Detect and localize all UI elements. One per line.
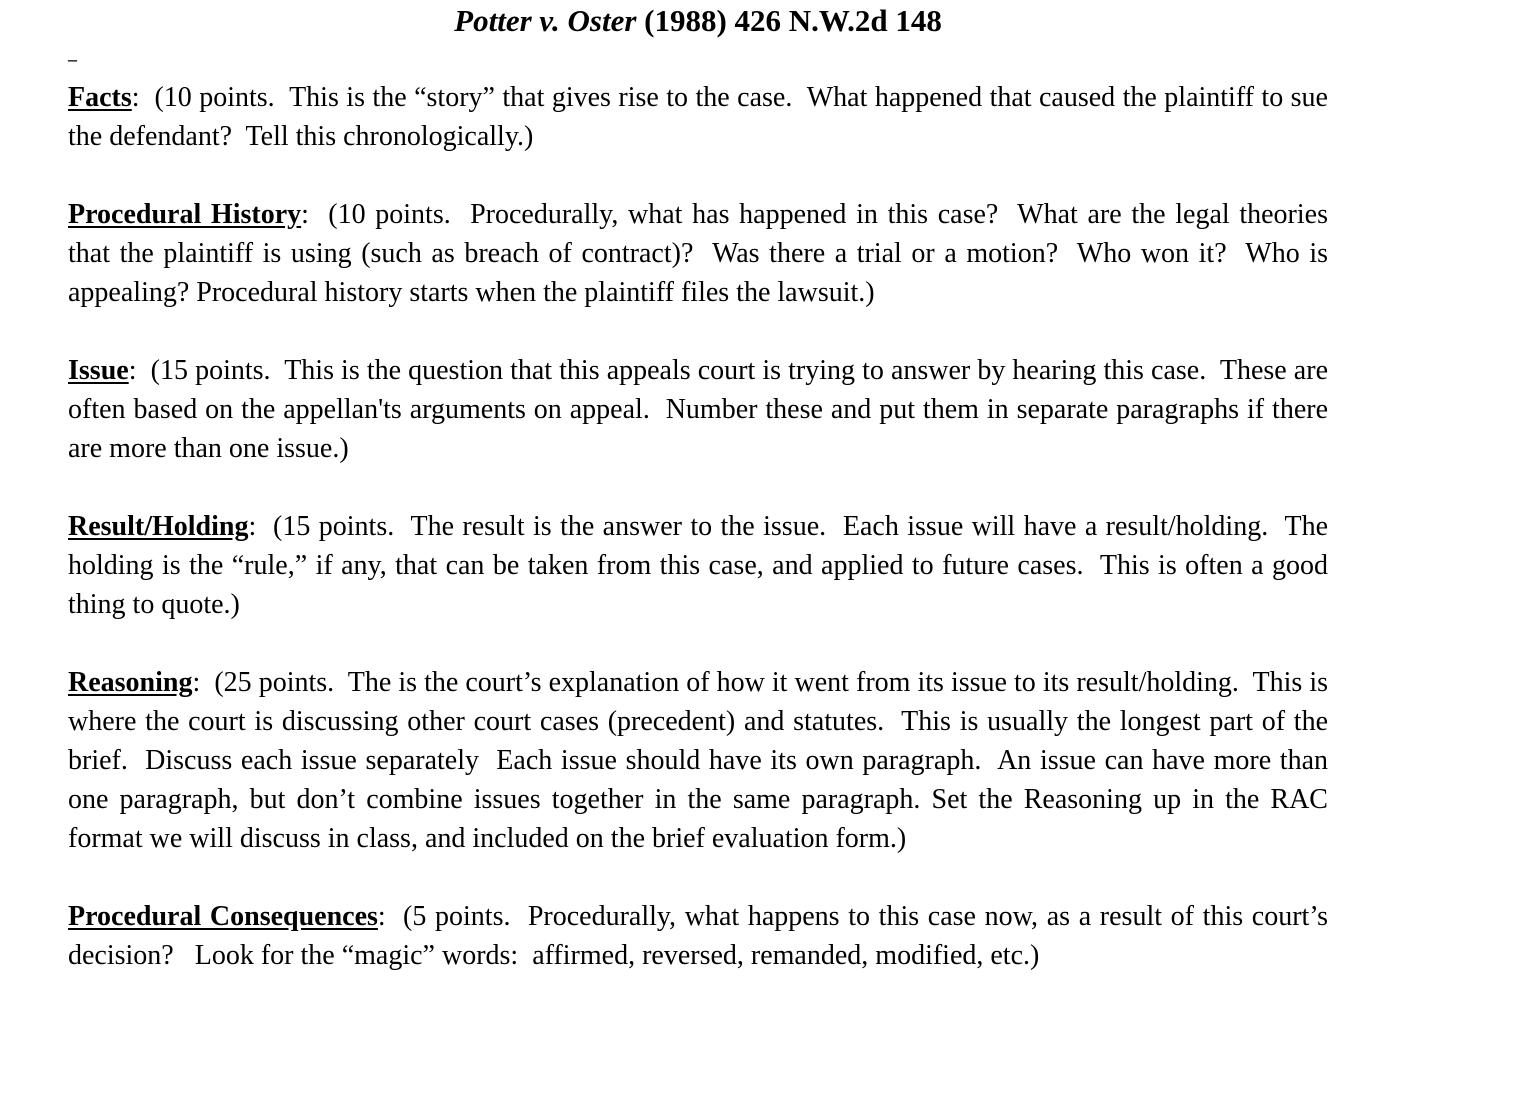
- section-facts: [68, 78, 1328, 156]
- section-body-reasoning: : (25 points. The is the court’s explanation of how it went from its issue to its result/holding. This is where the court is discussing other court cases (precedent) and statutes. This is usually the longest part of the brief. Discuss each issue separately Each issue should have its own paragraph. An issue can have more than one paragraph, but don’t combine issues together in the same paragraph. Set the Reasoning up in the RAC format we will discuss in class, and included on the brief evaluation form.): [68, 667, 1328, 854]
- section-result-holding: [68, 507, 1328, 624]
- section-heading-procedural-consequences: Procedural Consequences: [68, 901, 378, 932]
- section-body-result-holding: : (15 points. The result is the answer to the issue. Each issue will have a result/holding. The holding is the “rule,” if any, that can be taken from this case, and applied to future cases. This is often a good thing to quote.): [68, 511, 1328, 620]
- section-body-procedural-history: : (10 points. Procedurally, what has happened in this case? What are the legal theories that the plaintiff is using (such as breach of contract)? Was there a trial or a motion? Who won it? Who is appealing? Procedural history starts when the plaintiff files the lawsuit.): [68, 199, 1328, 308]
- case-name: Potter v. Oster: [454, 3, 637, 38]
- section-body-facts: : (10 points. This is the “story” that gives rise to the case. What happened that caused the plaintiff to sue the defendant? Tell this chronologically.): [68, 82, 1328, 152]
- section-issue: [68, 351, 1328, 468]
- section-heading-facts: Facts: [68, 82, 132, 113]
- document-title: [68, 2, 1328, 40]
- section-reasoning: [68, 663, 1328, 858]
- case-citation: (1988) 426 N.W.2d 148: [644, 3, 942, 38]
- section-body-procedural-consequences: : (5 points. Procedurally, what happens to this case now, as a result of this court’s decision? Look for the “magic” words: affirmed, reversed, remanded, modified, etc.): [68, 901, 1328, 971]
- section-heading-issue: Issue: [68, 355, 129, 386]
- stray-dash-mark: –: [68, 49, 77, 69]
- section-body-issue: : (15 points. This is the question that this appeals court is trying to answer by hearing this case. These are often based on the appellan'ts arguments on appeal. Number these and put them in separate paragraphs if there are more than one issue.): [68, 355, 1328, 464]
- section-procedural-consequences: [68, 897, 1328, 975]
- section-heading-procedural-history: Procedural History: [68, 199, 302, 230]
- section-procedural-history: [68, 195, 1328, 312]
- section-heading-result-holding: Result/Holding: [68, 511, 249, 542]
- section-heading-reasoning: Reasoning: [68, 667, 193, 698]
